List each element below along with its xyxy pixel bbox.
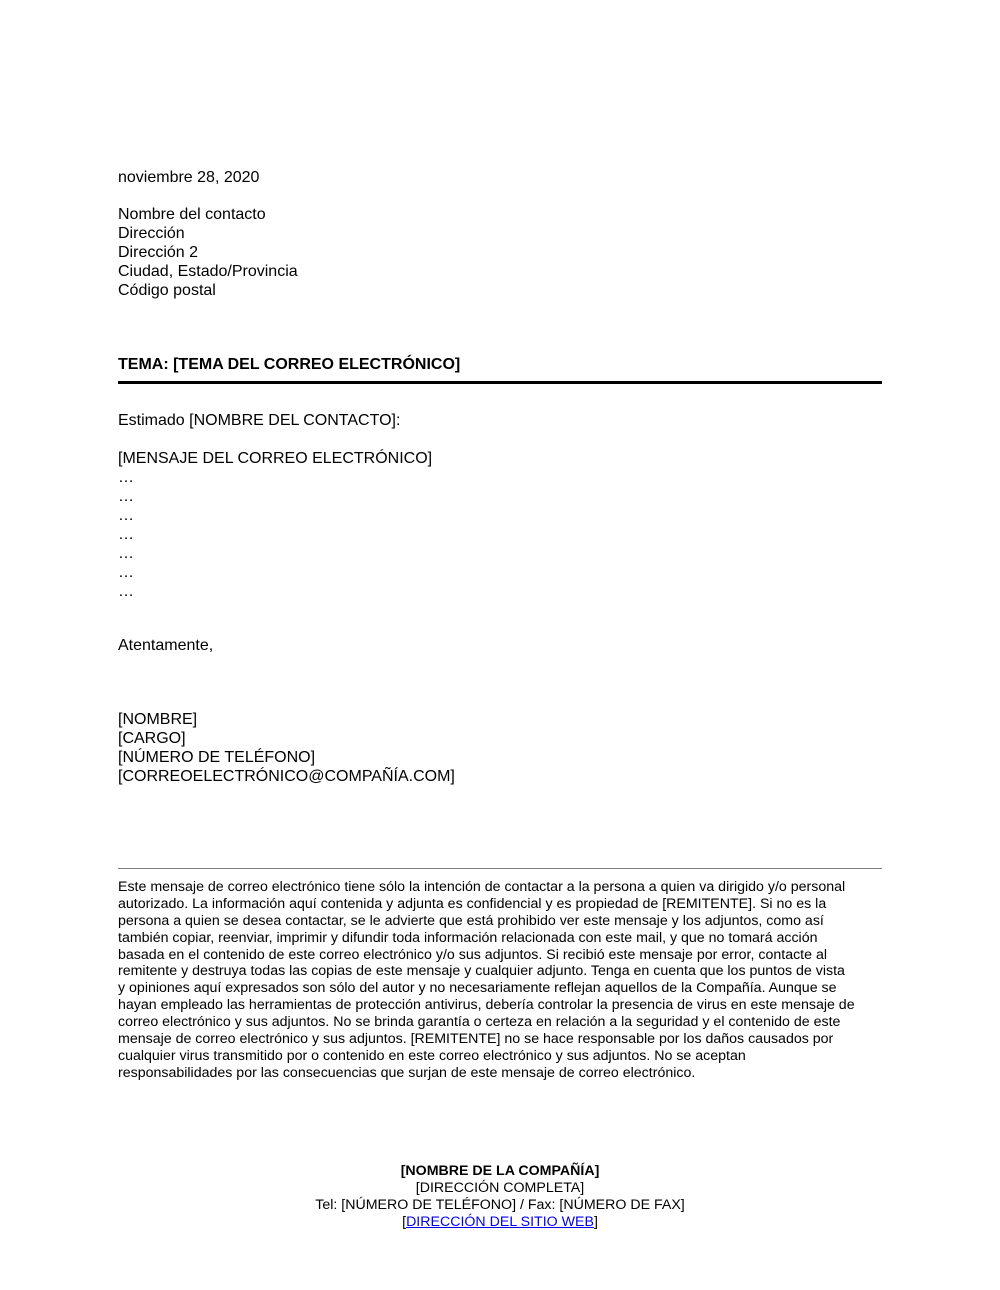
message-placeholder-line: … — [118, 583, 134, 600]
disclaimer-line: cualquier virus transmitido por o contenido en este correo electrónico y sus adjuntos. No se aceptan — [118, 1047, 746, 1064]
disclaimer-divider — [118, 868, 882, 869]
recipient-city-state: Ciudad, Estado/Provincia — [118, 263, 298, 280]
footer-address: [DIRECCIÓN COMPLETA] — [415, 1180, 585, 1196]
signature-name: [NOMBRE] — [118, 711, 198, 728]
disclaimer-line: Este mensaje de correo electrónico tiene sólo la intención de contactar a la persona a quien va dirigido y/o personal — [118, 879, 846, 895]
signature-phone: [NÚMERO DE TELÉFONO] — [118, 749, 316, 766]
message-placeholder-line: … — [118, 526, 134, 543]
closing: Atentamente, — [118, 637, 214, 654]
message-heading: [MENSAJE DEL CORREO ELECTRÓNICO] — [118, 450, 433, 467]
footer-company-name: [NOMBRE DE LA COMPAÑÍA] — [400, 1163, 600, 1179]
disclaimer-line: remitente y destruya todas las copias de este mensaje y cualquier adjunto. Tenga en cuenta que los puntos de vista — [118, 963, 845, 980]
subject-divider — [118, 381, 882, 384]
footer-website — [0, 1214, 1000, 1231]
disclaimer-line: correo electrónico y sus adjuntos. No se brinda garantía o certeza en relación a la seguridad y el contenido de este — [118, 1014, 841, 1031]
message-placeholder-line: … — [118, 488, 134, 505]
salutation: Estimado [NOMBRE DEL CONTACTO]: — [118, 412, 401, 429]
disclaimer-line: y opiniones aquí expresados son sólo del autor y no necesariamente reflejan aquellos de la Compañía. Aunque se — [118, 980, 837, 997]
disclaimer-line: hayan empleado las herramientas de protección antivirus, debería controlar la presencia de virus en este mensaje de — [118, 997, 855, 1014]
message-placeholder-line: … — [118, 545, 134, 562]
recipient-address-line-2: Dirección 2 — [118, 244, 199, 261]
website-open-bracket: [ — [402, 1214, 407, 1230]
website-close-bracket: ] — [593, 1214, 598, 1230]
signature-block — [118, 710, 455, 786]
signature-title: [CARGO] — [118, 730, 186, 747]
recipient-name: Nombre del contacto — [118, 206, 266, 223]
message-placeholder-line: … — [118, 564, 134, 581]
disclaimer-line: también copiar, reenviar, imprimir y difundir toda información relacionada con este mail, y que no tomará acción — [118, 929, 818, 946]
disclaimer-line: persona a quien se desea contactar, se le advierte que está prohibido ver este mensaje y los adjuntos, como así — [118, 912, 824, 929]
signature-email: [CORREOELECTRÓNICO@COMPAÑÍA.COM] — [118, 768, 455, 785]
disclaimer-line: autorizado. La información aquí contenida y adjunta es confidencial y es propiedad de [REMITENTE]. Si no es la — [118, 895, 827, 912]
disclaimer-line: responsabilidades por las consecuencias que surjan de este mensaje de correo electrónico. — [118, 1064, 696, 1081]
message-body — [118, 449, 432, 601]
website-link[interactable]: DIRECCIÓN DEL SITIO WEB — [406, 1214, 594, 1230]
disclaimer-line: basada en el contenido de este correo electrónico y/o sus adjuntos. Si recibió este mensaje por error, contacte al — [118, 946, 828, 963]
message-placeholder-line: … — [118, 469, 134, 486]
disclaimer-line: mensaje de correo electrónico y sus adjuntos. [REMITENTE] no se hace responsable por los daños causados por — [118, 1031, 834, 1048]
email-subject: TEMA: [TEMA DEL CORREO ELECTRÓNICO] — [118, 356, 461, 373]
footer-contact: Tel: [NÚMERO DE TELÉFONO] / Fax: [NÚMERO DE FAX] — [315, 1197, 685, 1213]
recipient-address-line-1: Dirección — [118, 225, 185, 242]
recipient-postal-code: Código postal — [118, 282, 216, 299]
letter-date: noviembre 28, 2020 — [118, 169, 260, 186]
recipient-address-block — [118, 205, 298, 300]
company-footer — [0, 1163, 1000, 1231]
confidentiality-disclaimer — [118, 879, 888, 1082]
message-placeholder-line: … — [118, 507, 134, 524]
